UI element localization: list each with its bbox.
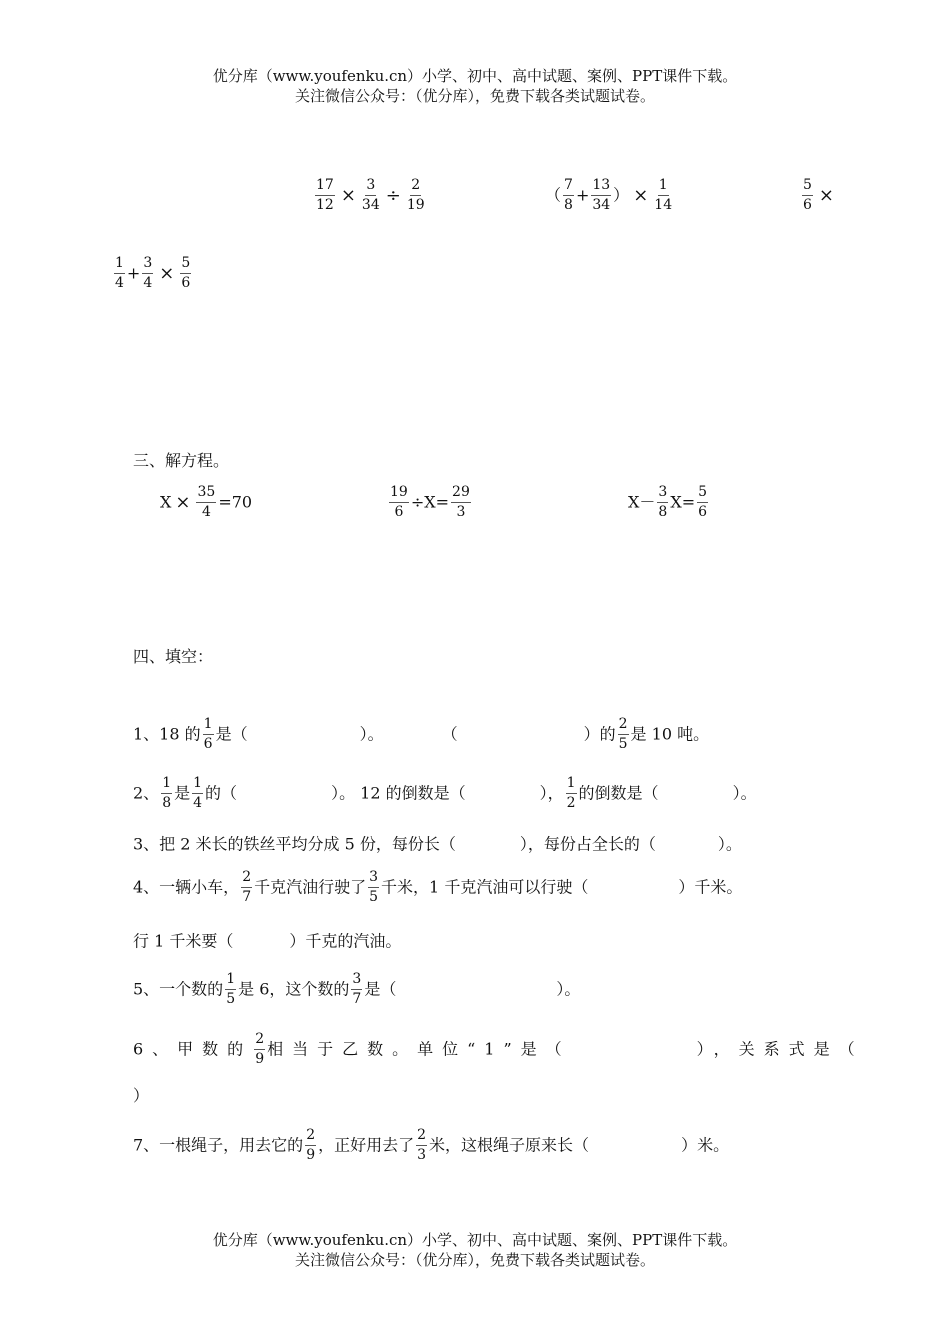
question-3: 3、把 2 米长的铁丝平均分成 5 份，每份长（ ），每份占全长的（ ）。 (133, 834, 742, 854)
fraction: $\frac{5}{6}$ (803, 177, 812, 213)
fraction: $\frac{2}{3}$ (417, 1127, 427, 1163)
fraction: $\frac{1}{5}$ (226, 971, 236, 1007)
page-footer-line1: 优分库（www.youfenku.cn）小学、初中、高中试题、案例、PPT课件下载。 (212, 1231, 738, 1249)
page-header-line2: 关注微信公众号：（优分库），免费下载各类试题试卷。 (294, 87, 655, 105)
calc-expression-3: $\frac{5}{6}$ × (803, 177, 835, 213)
fraction: $\frac{1}{4}$ (115, 255, 124, 291)
question-6-continued: ） (133, 1086, 150, 1105)
fraction: $\frac{3}{5}$ (369, 869, 379, 905)
question-7: 7、一根绳子，用去它的 $\frac{2}{9}$ ，正好用去了 $\frac{2}{3}$ 米，这根绳子原来长（ ）米。 (133, 1127, 730, 1163)
fraction: $\frac{1}{6}$ (203, 716, 213, 752)
fraction: $\frac{13}{34}$ (592, 177, 611, 213)
question-4-continued: 行 1 千米要（ ）千克的汽油。 (133, 931, 402, 951)
page-header-line1: 优分库（www.youfenku.cn）小学、初中、高中试题、案例、PPT课件下载。 (212, 67, 738, 85)
section-3-title: 三、解方程。 (133, 451, 230, 470)
question-2: 2、 $\frac{1}{8}$ 是 $\frac{1}{4}$ 的（ ）。 12 的倒数是（ ）， $\frac{1}{2}$ 的倒数是（ ）。 (133, 775, 757, 811)
calc-expression-1: $\frac{17}{12}$ × $\frac{3}{34}$ ÷ $\frac{2}{19}$ (316, 177, 425, 213)
equation-3: X－ $\frac{3}{8}$ X= $\frac{5}{6}$ (628, 484, 708, 520)
fraction: $\frac{3}{8}$ (658, 484, 668, 520)
fraction: $\frac{2}{7}$ (242, 869, 252, 905)
fraction: $\frac{2}{19}$ (406, 177, 425, 213)
fraction: $\frac{3}{4}$ (143, 255, 153, 291)
calc-expression-2: （ $\frac{7}{8}$ + $\frac{13}{34}$ ） × $\frac{1}{14}$ (545, 177, 673, 213)
fraction: $\frac{35}{4}$ (197, 484, 216, 520)
equation-2: $\frac{19}{6}$ ÷X= $\frac{29}{3}$ (390, 484, 470, 520)
page-footer-line2: 关注微信公众号：（优分库），免费下载各类试题试卷。 (294, 1251, 655, 1269)
fraction: $\frac{1}{4}$ (193, 775, 203, 811)
question-5: 5、一个数的 $\frac{1}{5}$ 是 6，这个数的 $\frac{3}{7}$ 是（ ）。 (133, 971, 581, 1007)
fraction: $\frac{1}{2}$ (566, 775, 576, 811)
fraction: $\frac{29}{3}$ (452, 484, 470, 520)
fraction: $\frac{2}{9}$ (255, 1031, 265, 1067)
fraction: $\frac{19}{6}$ (390, 484, 408, 520)
equation-1: X × $\frac{35}{4}$ =70 (160, 484, 253, 520)
fraction: $\frac{1}{14}$ (654, 177, 673, 213)
question-4: 4、一辆小车， $\frac{2}{7}$ 千克汽油行驶了 $\frac{3}{5}$ 千米，1 千克汽油可以行驶（ ）千米。 (133, 869, 743, 905)
fraction: $\frac{1}{8}$ (162, 775, 172, 811)
question-6: 6、甲数的 $\frac{2}{9}$ 相当于乙数。单位“1”是（ ），关系式是（ (133, 1031, 864, 1067)
fraction: $\frac{3}{34}$ (361, 177, 380, 213)
fraction: $\frac{2}{9}$ (306, 1127, 316, 1163)
fraction: $\frac{17}{12}$ (316, 177, 334, 213)
fraction: $\frac{7}{8}$ (564, 177, 573, 213)
calc-expression-4: $\frac{1}{4}$ + $\frac{3}{4}$ × $\frac{5}{6}$ (115, 255, 191, 291)
fraction: $\frac{5}{6}$ (698, 484, 708, 520)
fraction: $\frac{3}{7}$ (352, 971, 362, 1007)
fraction: $\frac{2}{5}$ (618, 716, 628, 752)
question-1: 1、18 的 $\frac{1}{6}$ 是（ ）。 （ ）的 $\frac{2}{5}$ 是 10 吨。 (133, 716, 710, 752)
section-4-title: 四、填空： (133, 647, 214, 666)
fraction: $\frac{5}{6}$ (181, 255, 191, 291)
